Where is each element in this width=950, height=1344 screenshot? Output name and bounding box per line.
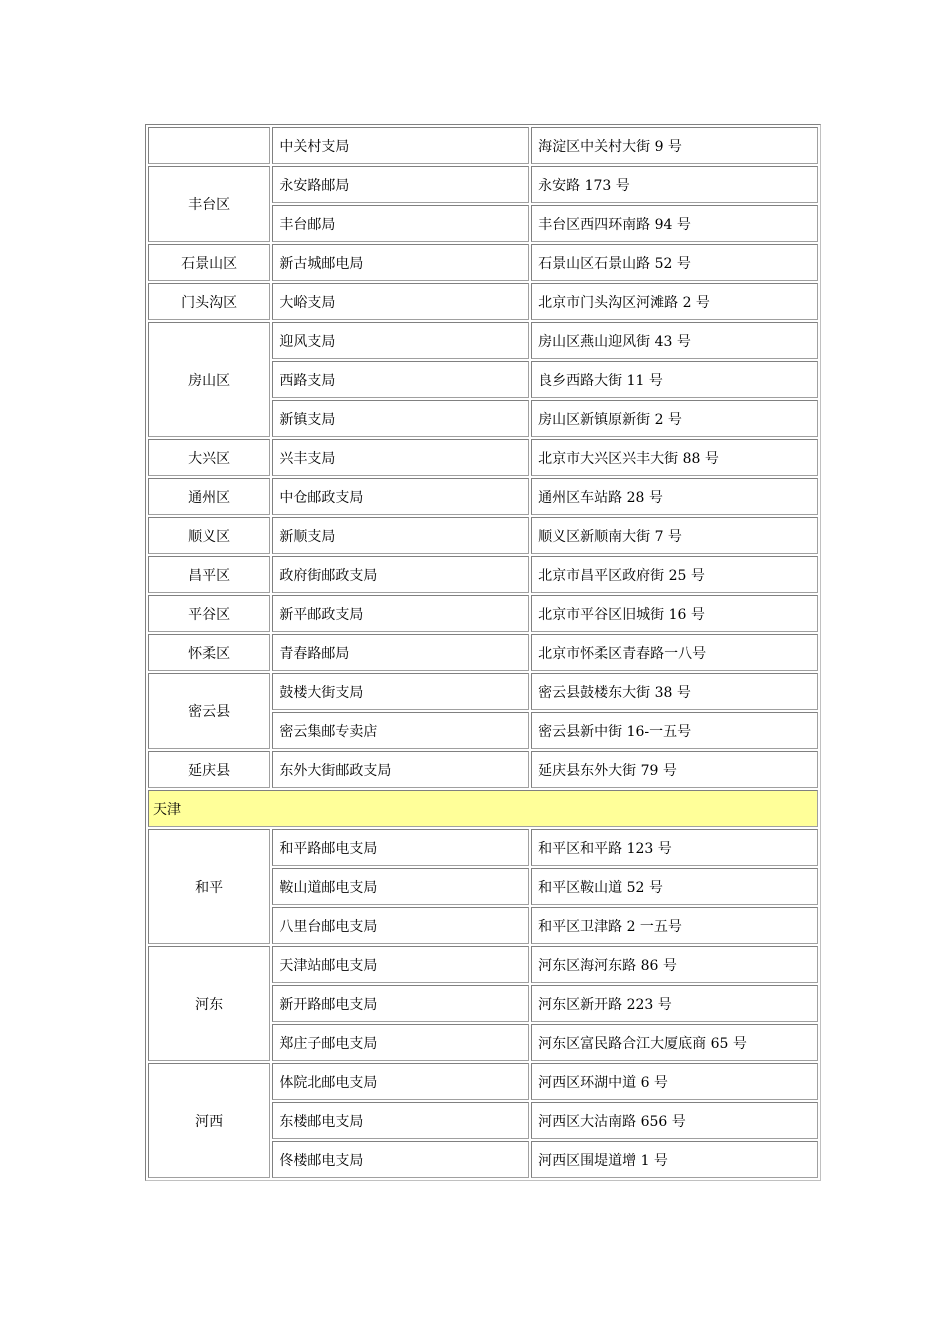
office-cell: 鼓楼大街支局 <box>272 673 529 710</box>
table-row <box>148 244 818 281</box>
office-cell: 体院北邮电支局 <box>272 1063 529 1100</box>
office-cell: 东楼邮电支局 <box>272 1102 529 1139</box>
office-cell: 西路支局 <box>272 361 529 398</box>
address-cell: 丰台区西四环南路 94 号 <box>531 205 818 242</box>
office-cell: 佟楼邮电支局 <box>272 1141 529 1178</box>
table-row <box>148 751 818 788</box>
office-cell: 迎风支局 <box>272 322 529 359</box>
district-cell <box>148 127 270 164</box>
post-office-table <box>145 124 821 1181</box>
district-cell: 丰台区 <box>148 166 270 242</box>
address-cell: 海淀区中关村大街 9 号 <box>531 127 818 164</box>
district-cell: 平谷区 <box>148 595 270 632</box>
district-cell: 延庆县 <box>148 751 270 788</box>
address-cell: 河西区大沽南路 656 号 <box>531 1102 818 1139</box>
address-cell: 和平区和平路 123 号 <box>531 829 818 866</box>
address-cell: 延庆县东外大街 79 号 <box>531 751 818 788</box>
office-cell: 新开路邮电支局 <box>272 985 529 1022</box>
address-cell: 房山区新镇原新街 2 号 <box>531 400 818 437</box>
office-cell: 政府街邮政支局 <box>272 556 529 593</box>
address-cell: 顺义区新顺南大街 7 号 <box>531 517 818 554</box>
address-cell: 和平区卫津路 2 一五号 <box>531 907 818 944</box>
table-row <box>148 127 818 164</box>
address-cell: 河西区围堤道增 1 号 <box>531 1141 818 1178</box>
office-cell: 新镇支局 <box>272 400 529 437</box>
office-cell: 大峪支局 <box>272 283 529 320</box>
district-cell: 顺义区 <box>148 517 270 554</box>
table-row <box>148 673 818 710</box>
district-cell: 和平 <box>148 829 270 944</box>
office-cell: 永安路邮局 <box>272 166 529 203</box>
table-row <box>148 478 818 515</box>
table-row <box>148 322 818 359</box>
address-cell: 河东区新开路 223 号 <box>531 985 818 1022</box>
table-row <box>148 946 818 983</box>
address-cell: 北京市怀柔区青春路一八号 <box>531 634 818 671</box>
address-cell: 石景山区石景山路 52 号 <box>531 244 818 281</box>
table-row <box>148 1063 818 1100</box>
office-cell: 密云集邮专卖店 <box>272 712 529 749</box>
office-cell: 中关村支局 <box>272 127 529 164</box>
district-cell: 密云县 <box>148 673 270 749</box>
district-cell: 河东 <box>148 946 270 1061</box>
address-cell: 良乡西路大街 11 号 <box>531 361 818 398</box>
table-row <box>148 166 818 203</box>
table-row <box>148 439 818 476</box>
address-cell: 河东区富民路合江大厦底商 65 号 <box>531 1024 818 1061</box>
office-cell: 郑庄子邮电支局 <box>272 1024 529 1061</box>
district-cell: 河西 <box>148 1063 270 1178</box>
address-cell: 河东区海河东路 86 号 <box>531 946 818 983</box>
address-cell: 和平区鞍山道 52 号 <box>531 868 818 905</box>
office-cell: 东外大街邮政支局 <box>272 751 529 788</box>
address-cell: 密云县鼓楼东大街 38 号 <box>531 673 818 710</box>
section-row <box>148 790 818 827</box>
office-cell: 新平邮政支局 <box>272 595 529 632</box>
address-cell: 房山区燕山迎风街 43 号 <box>531 322 818 359</box>
office-cell: 兴丰支局 <box>272 439 529 476</box>
district-cell: 石景山区 <box>148 244 270 281</box>
district-cell: 门头沟区 <box>148 283 270 320</box>
district-cell: 房山区 <box>148 322 270 437</box>
table-row <box>148 556 818 593</box>
address-cell: 通州区车站路 28 号 <box>531 478 818 515</box>
table-row <box>148 634 818 671</box>
district-cell: 通州区 <box>148 478 270 515</box>
office-cell: 新顺支局 <box>272 517 529 554</box>
address-cell: 北京市大兴区兴丰大街 88 号 <box>531 439 818 476</box>
table-row <box>148 595 818 632</box>
office-cell: 中仓邮政支局 <box>272 478 529 515</box>
address-cell: 密云县新中街 16-一五号 <box>531 712 818 749</box>
district-cell: 怀柔区 <box>148 634 270 671</box>
office-cell: 青春路邮局 <box>272 634 529 671</box>
address-cell: 北京市门头沟区河滩路 2 号 <box>531 283 818 320</box>
table-row <box>148 517 818 554</box>
district-cell: 昌平区 <box>148 556 270 593</box>
office-cell: 天津站邮电支局 <box>272 946 529 983</box>
district-cell: 大兴区 <box>148 439 270 476</box>
section-header: 天津 <box>148 790 818 827</box>
office-cell: 鞍山道邮电支局 <box>272 868 529 905</box>
address-cell: 北京市平谷区旧城街 16 号 <box>531 595 818 632</box>
address-cell: 河西区环湖中道 6 号 <box>531 1063 818 1100</box>
office-cell: 八里台邮电支局 <box>272 907 529 944</box>
address-cell: 北京市昌平区政府街 25 号 <box>531 556 818 593</box>
table-row <box>148 829 818 866</box>
office-cell: 丰台邮局 <box>272 205 529 242</box>
table-row <box>148 283 818 320</box>
table-body <box>148 127 818 1178</box>
office-cell: 和平路邮电支局 <box>272 829 529 866</box>
office-cell: 新古城邮电局 <box>272 244 529 281</box>
address-cell: 永安路 173 号 <box>531 166 818 203</box>
